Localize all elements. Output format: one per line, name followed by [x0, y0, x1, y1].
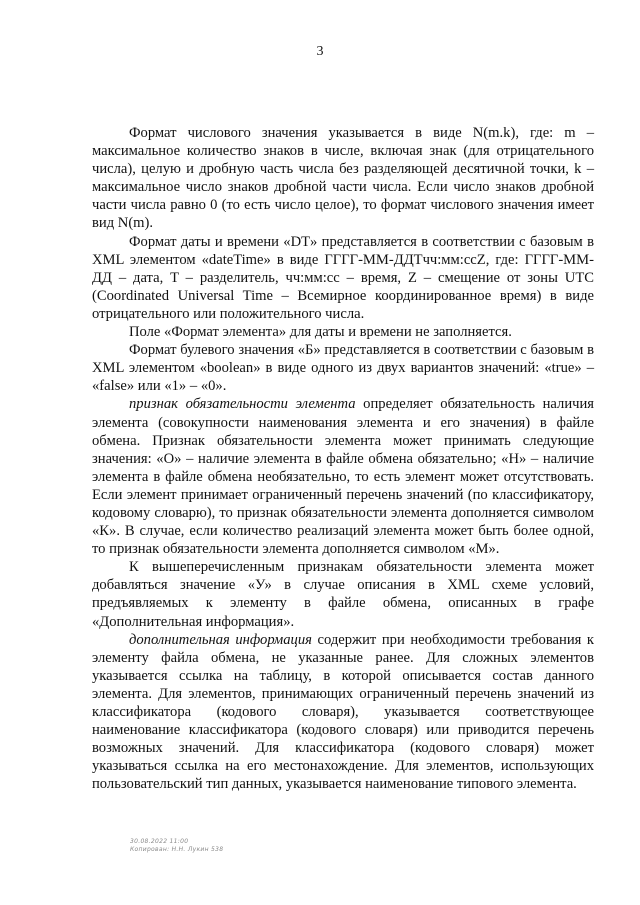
- paragraph-datetime-field-note: [92, 323, 594, 341]
- paragraph-text: Формат булевого значения «Б» представляется в соответствии с базовым в XML элементом «boolean» в виде одного из двух вариантов значений: «true» – «false» или «1» – «0».: [92, 342, 594, 395]
- paragraph-text: Формат числового значения указывается в виде N(m.k), где: m – максимальное количество знаков в числе, включая знак (для отрицательного числа), целую и дробную часть числа без разделяющей десятичной точки, k – максимальное число знаков дробной части числа. Если число знаков дробной части числа равно 0 (то есть число целое), то формат числового значения имеет вид N(m).: [92, 125, 594, 232]
- paragraph-text: содержит при необходимости требования к элементу файла обмена, не указанные ранее. Для сложных элементов указывается ссылка на таблицу, в которой описывается состав данного элемента. Для элементов, принимающих ограниченный перечень значений из классификатора (кодового словаря), указывается соответствующее наименование классификатора (кодового словаря) или приводится перечень возможных значений. Для классификатора (кодового словаря) может указываться ссылка на его местонахождение. Для элементов, использующих пользовательский тип данных, указывается наименование типового элемента.: [92, 631, 595, 793]
- paragraph-boolean-format: [92, 341, 594, 395]
- term-italic: дополнительная информация: [129, 631, 312, 648]
- copy-stamp: [130, 838, 223, 854]
- term-italic: признак обязательности элемента: [129, 396, 356, 413]
- paragraph-text: определяет обязательность наличия элемента (совокупности наименования элемента и его значения) в файле обмена. Признак обязательности элемента может принимать следующие значения: «О» – наличие элемента в файле обмена обязательно; «Н» – наличие элемента в файле обмена необязательно, то есть элемент может отсутствовать. Если элемент принимает ограниченный перечень значений (по классификатору, кодовому словарю), то признак обязательности элемента дополняется символом «К». В случае, если количество реализаций элемента может быть более одной, то признак обязательности элемента дополняется символом «М».: [92, 396, 594, 558]
- paragraph-conditional-value: [92, 558, 594, 630]
- paragraph-additional-info: [92, 631, 594, 794]
- page-number: 3: [316, 44, 324, 59]
- stamp-date: 30.08.2022 11:00: [130, 838, 189, 845]
- stamp-copier: Копирован: Н.Н. Лукин 538: [130, 846, 224, 853]
- document-body: [92, 124, 594, 793]
- paragraph-text: Поле «Формат элемента» для даты и времени не заполняется.: [129, 324, 512, 341]
- paragraph-datetime-format: [92, 233, 594, 323]
- paragraph-text: К вышеперечисленным признакам обязательности элемента может добавляться значение «У» в случае описания в XML схеме условий, предъявляемых к элементу в файле обмена, описанных в графе «Дополнительная информация».: [92, 559, 594, 630]
- paragraph-mandatory-attribute: [92, 395, 594, 558]
- paragraph-numeric-format: [92, 124, 594, 233]
- paragraph-text: Формат даты и времени «DT» представляется в соответствии с базовым в XML элементом «dateTime» в виде ГГГГ-ММ-ДДTчч:мм:ccZ, где: ГГГГ-ММ-ДД – дата, T – разделитель, чч:мм:сс – время, Z – смещение от зоны UTC (Coordinated Universal Time – Всемирное координированное время) в виде отрицательного или положительного числа.: [92, 233, 594, 322]
